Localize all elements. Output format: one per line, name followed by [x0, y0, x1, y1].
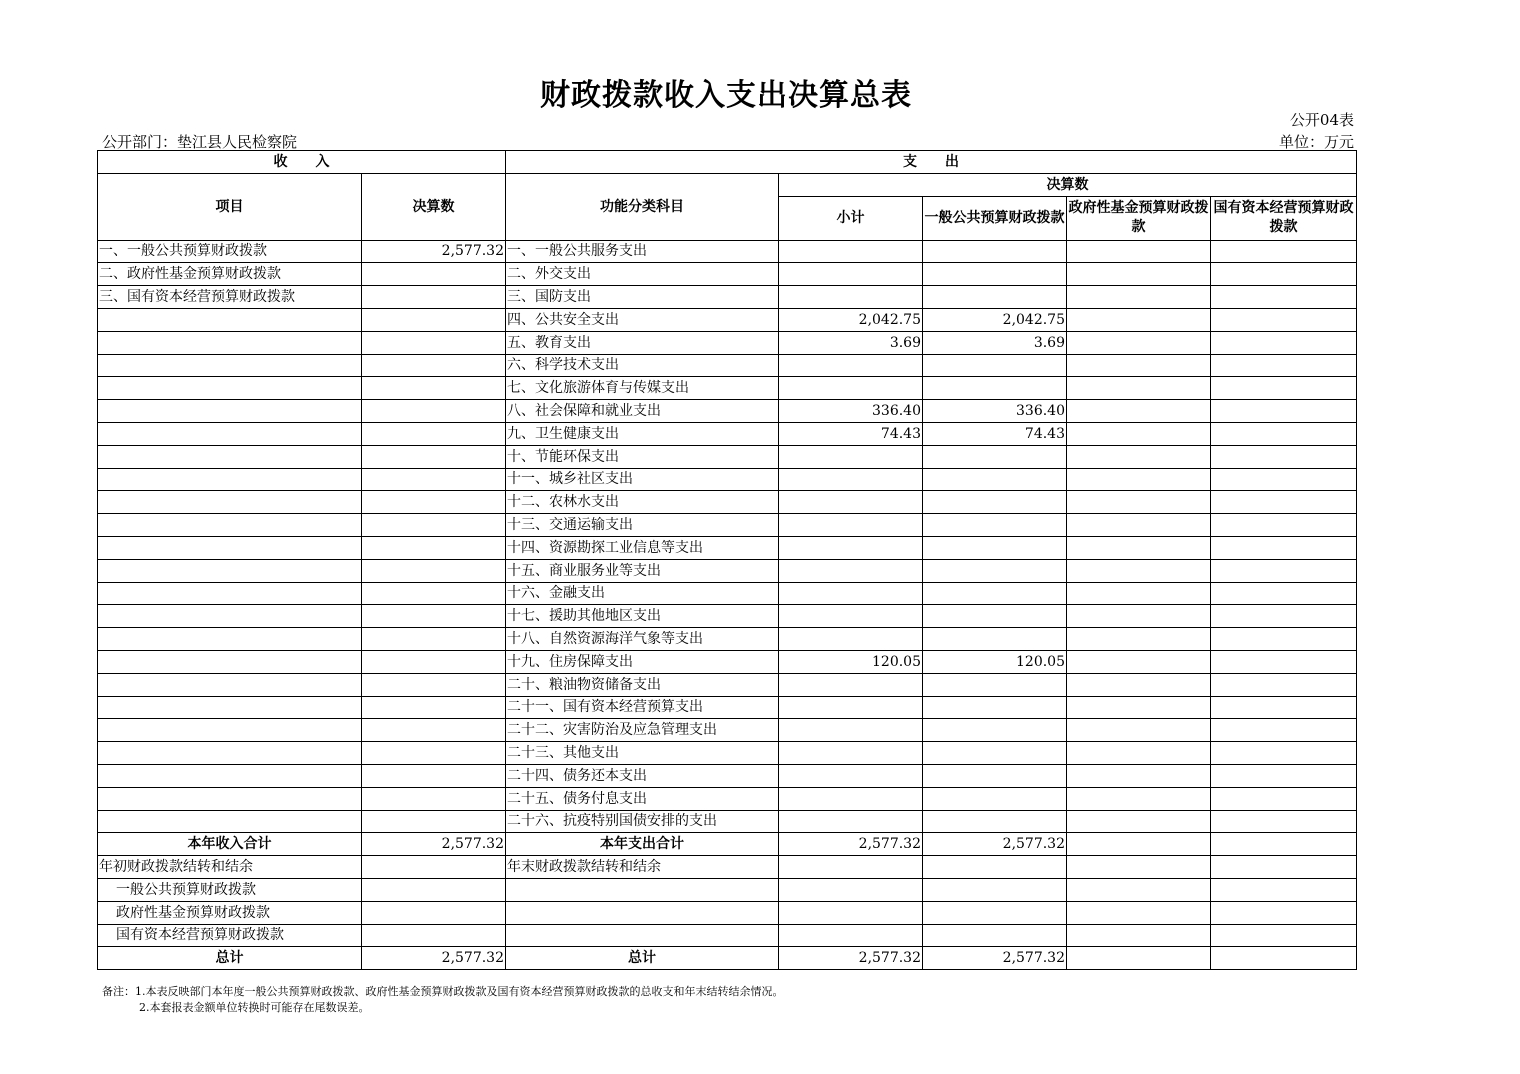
- subtotal-cell: [779, 377, 923, 400]
- table-row: [98, 673, 1357, 696]
- carry-sub-cell: [1211, 901, 1357, 924]
- income-item-cell: [98, 331, 362, 354]
- carry-sub-cell: [1067, 878, 1211, 901]
- table-row: [98, 696, 1357, 719]
- income-item-cell: [98, 422, 362, 445]
- table-row: [98, 719, 1357, 742]
- notes: [102, 984, 784, 1016]
- grand-expense-total-label: 总计: [506, 947, 779, 970]
- general-budget-cell: 2,042.75: [923, 308, 1067, 331]
- income-amount-cell: [362, 742, 506, 765]
- income-item-cell: [98, 673, 362, 696]
- carry-sub-label: 国有资本经营预算财政拨款: [98, 924, 362, 947]
- subtotal-cell: [779, 673, 923, 696]
- subtotal-cell: [779, 605, 923, 628]
- table-row: [98, 810, 1357, 833]
- year-total-capital: [1211, 833, 1357, 856]
- carry-expense-label: 年末财政拨款结转和结余: [506, 856, 779, 879]
- carry-sub-cell: [923, 901, 1067, 924]
- gov-fund-cell: [1067, 308, 1211, 331]
- income-item-cell: [98, 308, 362, 331]
- table-row: [98, 286, 1357, 309]
- income-item-cell: [98, 764, 362, 787]
- grand-total-general: 2,577.32: [923, 947, 1067, 970]
- state-capital-header: 国有资本经营预算财政拨款: [1211, 196, 1357, 240]
- general-budget-cell: [923, 445, 1067, 468]
- general-budget-cell: 336.40: [923, 400, 1067, 423]
- general-budget-cell: 74.43: [923, 422, 1067, 445]
- expense-item-cell: 十四、资源勘探工业信息等支出: [506, 536, 779, 559]
- state-capital-cell: [1211, 650, 1357, 673]
- state-capital-cell: [1211, 286, 1357, 309]
- func-class-header: 功能分类科目: [506, 173, 779, 240]
- income-item-cell: 一、一般公共预算财政拨款: [98, 240, 362, 263]
- table-row: [98, 308, 1357, 331]
- unit-label: 单位：万元: [1278, 133, 1354, 151]
- year-total-general: 2,577.32: [923, 833, 1067, 856]
- income-amount-cell: [362, 696, 506, 719]
- expense-item-cell: 十八、自然资源海洋气象等支出: [506, 628, 779, 651]
- income-amount-cell: [362, 286, 506, 309]
- expense-item-cell: 十一、城乡社区支出: [506, 468, 779, 491]
- table-row: [98, 605, 1357, 628]
- state-capital-cell: [1211, 559, 1357, 582]
- gov-fund-cell: [1067, 605, 1211, 628]
- income-item-cell: [98, 536, 362, 559]
- income-amount-cell: [362, 354, 506, 377]
- expense-item-cell: 十三、交通运输支出: [506, 514, 779, 537]
- gov-fund-cell: [1067, 400, 1211, 423]
- table-row: [98, 377, 1357, 400]
- expense-item-cell: 八、社会保障和就业支出: [506, 400, 779, 423]
- page-title: 财政拨款收入支出决算总表: [540, 78, 912, 113]
- carry-value-cell: [923, 856, 1067, 879]
- state-capital-cell: [1211, 514, 1357, 537]
- grand-total-subtotal: 2,577.32: [779, 947, 923, 970]
- income-header: 收 入: [98, 151, 506, 174]
- table-row: [98, 650, 1357, 673]
- subtotal-cell: [779, 491, 923, 514]
- general-budget-cell: 120.05: [923, 650, 1067, 673]
- carry-income-amount: [362, 856, 506, 879]
- state-capital-cell: [1211, 377, 1357, 400]
- general-budget-cell: [923, 286, 1067, 309]
- grand-total-capital: [1211, 947, 1357, 970]
- expense-item-cell: 二、外交支出: [506, 263, 779, 286]
- income-item-cell: [98, 628, 362, 651]
- income-item-cell: [98, 354, 362, 377]
- expense-item-cell: 十二、农林水支出: [506, 491, 779, 514]
- gov-fund-header: 政府性基金预算财政拨款: [1067, 196, 1211, 240]
- gov-fund-cell: [1067, 422, 1211, 445]
- expense-item-cell: 七、文化旅游体育与传媒支出: [506, 377, 779, 400]
- subtotal-cell: 336.40: [779, 400, 923, 423]
- subtotal-cell: [779, 536, 923, 559]
- state-capital-cell: [1211, 582, 1357, 605]
- income-amount-cell: [362, 263, 506, 286]
- table-row: [98, 400, 1357, 423]
- subtotal-cell: [779, 764, 923, 787]
- grand-total-row: [98, 947, 1357, 970]
- subtotal-cell: [779, 354, 923, 377]
- subtotal-cell: 74.43: [779, 422, 923, 445]
- state-capital-cell: [1211, 536, 1357, 559]
- final-amount-header: 决算数: [362, 173, 506, 240]
- table-row: [98, 628, 1357, 651]
- expense-item-cell: 二十五、债务付息支出: [506, 787, 779, 810]
- table-row: [98, 240, 1357, 263]
- state-capital-cell: [1211, 240, 1357, 263]
- table-row: [98, 468, 1357, 491]
- expense-item-cell: 六、科学技术支出: [506, 354, 779, 377]
- carry-sub-row: [98, 878, 1357, 901]
- gov-fund-cell: [1067, 331, 1211, 354]
- carry-sub-cell: [923, 924, 1067, 947]
- gov-fund-cell: [1067, 240, 1211, 263]
- gov-fund-cell: [1067, 764, 1211, 787]
- year-expense-total-label: 本年支出合计: [506, 833, 779, 856]
- general-budget-cell: [923, 742, 1067, 765]
- carry-sub-cell: [1211, 924, 1357, 947]
- income-amount-cell: [362, 331, 506, 354]
- income-amount-cell: [362, 514, 506, 537]
- gov-fund-cell: [1067, 719, 1211, 742]
- subtotal-cell: [779, 628, 923, 651]
- income-amount-cell: [362, 787, 506, 810]
- general-budget-cell: [923, 810, 1067, 833]
- carry-sub-cell: [779, 924, 923, 947]
- carry-sub-row: [98, 924, 1357, 947]
- state-capital-cell: [1211, 308, 1357, 331]
- note-line-2: 2.本套报表金额单位转换时可能存在尾数误差。: [139, 1001, 370, 1014]
- subtotal-cell: [779, 445, 923, 468]
- expense-item-cell: 二十四、债务还本支出: [506, 764, 779, 787]
- income-item-cell: [98, 810, 362, 833]
- general-budget-cell: 3.69: [923, 331, 1067, 354]
- income-amount-cell: [362, 400, 506, 423]
- state-capital-cell: [1211, 787, 1357, 810]
- subtotal-cell: [779, 514, 923, 537]
- state-capital-cell: [1211, 422, 1357, 445]
- final-group-header: 决算数: [779, 173, 1357, 196]
- income-item-cell: 二、政府性基金预算财政拨款: [98, 263, 362, 286]
- income-item-cell: [98, 377, 362, 400]
- income-item-cell: [98, 605, 362, 628]
- expense-item-cell: 一、一般公共服务支出: [506, 240, 779, 263]
- income-item-cell: [98, 514, 362, 537]
- income-item-cell: [98, 650, 362, 673]
- subtotal-cell: [779, 559, 923, 582]
- carry-income-label: 年初财政拨款结转和结余: [98, 856, 362, 879]
- gov-fund-cell: [1067, 263, 1211, 286]
- carry-value-cell: [1067, 856, 1211, 879]
- table-row: [98, 354, 1357, 377]
- general-budget-cell: [923, 605, 1067, 628]
- income-amount-cell: [362, 422, 506, 445]
- carry-sub-cell: [1067, 924, 1211, 947]
- general-budget-cell: [923, 491, 1067, 514]
- year-total-fund: [1067, 833, 1211, 856]
- carry-sub-cell: [506, 924, 779, 947]
- expense-item-cell: 十九、住房保障支出: [506, 650, 779, 673]
- subtotal-cell: [779, 787, 923, 810]
- carry-sub-label: 一般公共预算财政拨款: [98, 878, 362, 901]
- income-amount-cell: [362, 764, 506, 787]
- state-capital-cell: [1211, 400, 1357, 423]
- subtotal-cell: 3.69: [779, 331, 923, 354]
- state-capital-cell: [1211, 354, 1357, 377]
- form-number: 公开04表: [1289, 111, 1354, 129]
- year-total-row: [98, 833, 1357, 856]
- income-item-cell: [98, 400, 362, 423]
- table-row: [98, 559, 1357, 582]
- carry-value-cell: [1211, 856, 1357, 879]
- state-capital-cell: [1211, 445, 1357, 468]
- table-row: [98, 787, 1357, 810]
- gov-fund-cell: [1067, 673, 1211, 696]
- subtotal-cell: [779, 240, 923, 263]
- expense-item-cell: 二十二、灾害防治及应急管理支出: [506, 719, 779, 742]
- income-item-cell: [98, 559, 362, 582]
- expense-item-cell: 三、国防支出: [506, 286, 779, 309]
- income-item-cell: 三、国有资本经营预算财政拨款: [98, 286, 362, 309]
- gov-fund-cell: [1067, 445, 1211, 468]
- table-row: [98, 536, 1357, 559]
- gov-fund-cell: [1067, 286, 1211, 309]
- income-item-cell: [98, 582, 362, 605]
- general-budget-cell: [923, 468, 1067, 491]
- state-capital-cell: [1211, 605, 1357, 628]
- income-item-cell: [98, 468, 362, 491]
- income-item-cell: [98, 719, 362, 742]
- income-amount-cell: [362, 377, 506, 400]
- general-budget-cell: [923, 559, 1067, 582]
- finance-table: [97, 150, 1357, 970]
- income-amount-cell: [362, 491, 506, 514]
- state-capital-cell: [1211, 719, 1357, 742]
- expense-item-cell: 九、卫生健康支出: [506, 422, 779, 445]
- year-income-total-amount: 2,577.32: [362, 833, 506, 856]
- general-budget-cell: [923, 514, 1067, 537]
- table-row: [98, 514, 1357, 537]
- general-budget-cell: [923, 536, 1067, 559]
- state-capital-cell: [1211, 628, 1357, 651]
- general-budget-cell: [923, 628, 1067, 651]
- general-budget-cell: [923, 582, 1067, 605]
- gov-fund-cell: [1067, 742, 1211, 765]
- subtotal-cell: [779, 286, 923, 309]
- expense-item-cell: 二十三、其他支出: [506, 742, 779, 765]
- subtotal-cell: [779, 810, 923, 833]
- table-row: [98, 742, 1357, 765]
- income-amount-cell: [362, 308, 506, 331]
- carry-sub-cell: [506, 901, 779, 924]
- carry-sub-row: [98, 901, 1357, 924]
- subtotal-cell: 2,042.75: [779, 308, 923, 331]
- table-row: [98, 331, 1357, 354]
- department-label: 公开部门：垫江县人民检察院: [102, 133, 298, 151]
- income-amount-cell: 2,577.32: [362, 240, 506, 263]
- state-capital-cell: [1211, 263, 1357, 286]
- expense-item-cell: 十五、商业服务业等支出: [506, 559, 779, 582]
- income-item-cell: [98, 787, 362, 810]
- subtotal-cell: [779, 742, 923, 765]
- general-budget-cell: [923, 696, 1067, 719]
- income-amount-cell: [362, 810, 506, 833]
- subtotal-cell: [779, 696, 923, 719]
- state-capital-cell: [1211, 810, 1357, 833]
- general-budget-cell: [923, 354, 1067, 377]
- year-income-total-label: 本年收入合计: [98, 833, 362, 856]
- gov-fund-cell: [1067, 787, 1211, 810]
- gov-fund-cell: [1067, 628, 1211, 651]
- income-amount-cell: [362, 559, 506, 582]
- subtotal-cell: 120.05: [779, 650, 923, 673]
- gov-fund-cell: [1067, 536, 1211, 559]
- gov-fund-cell: [1067, 810, 1211, 833]
- grand-total-fund: [1067, 947, 1211, 970]
- state-capital-cell: [1211, 696, 1357, 719]
- state-capital-cell: [1211, 331, 1357, 354]
- expense-item-cell: 二十六、抗疫特别国债安排的支出: [506, 810, 779, 833]
- expense-item-cell: 四、公共安全支出: [506, 308, 779, 331]
- state-capital-cell: [1211, 673, 1357, 696]
- gov-fund-cell: [1067, 468, 1211, 491]
- general-budget-cell: [923, 673, 1067, 696]
- gov-fund-cell: [1067, 377, 1211, 400]
- income-amount-cell: [362, 673, 506, 696]
- income-item-cell: [98, 445, 362, 468]
- gov-fund-cell: [1067, 354, 1211, 377]
- general-budget-cell: [923, 764, 1067, 787]
- income-item-cell: [98, 491, 362, 514]
- note-line-1: 备注：1.本表反映部门本年度一般公共预算财政拨款、政府性基金预算财政拨款及国有资本经营预算财政拨款的总收支和年末结转结余情况。: [102, 985, 784, 998]
- carry-sub-cell: [779, 878, 923, 901]
- carry-sub-cell: [1067, 901, 1211, 924]
- item-header: 项目: [98, 173, 362, 240]
- income-amount-cell: [362, 650, 506, 673]
- gov-fund-cell: [1067, 559, 1211, 582]
- subtotal-cell: [779, 582, 923, 605]
- gov-fund-cell: [1067, 582, 1211, 605]
- income-amount-cell: [362, 445, 506, 468]
- general-budget-cell: [923, 263, 1067, 286]
- expense-item-cell: 五、教育支出: [506, 331, 779, 354]
- gov-fund-cell: [1067, 650, 1211, 673]
- table-row: [98, 263, 1357, 286]
- expense-header: 支 出: [506, 151, 1357, 174]
- carry-sub-cell: [779, 901, 923, 924]
- income-amount-cell: [362, 536, 506, 559]
- income-amount-cell: [362, 468, 506, 491]
- general-budget-header: 一般公共预算财政拨款: [923, 196, 1067, 240]
- carry-sub-cell: [506, 878, 779, 901]
- grand-income-total-amount: 2,577.32: [362, 947, 506, 970]
- carry-sub-cell: [923, 878, 1067, 901]
- subtotal-cell: [779, 719, 923, 742]
- expense-item-cell: 十七、援助其他地区支出: [506, 605, 779, 628]
- expense-item-cell: 二十一、国有资本经营预算支出: [506, 696, 779, 719]
- carry-sub-cell: [362, 878, 506, 901]
- state-capital-cell: [1211, 742, 1357, 765]
- table-row: [98, 422, 1357, 445]
- state-capital-cell: [1211, 764, 1357, 787]
- table-row: [98, 445, 1357, 468]
- general-budget-cell: [923, 719, 1067, 742]
- subtotal-cell: [779, 468, 923, 491]
- income-item-cell: [98, 742, 362, 765]
- table-row: [98, 491, 1357, 514]
- expense-item-cell: 十六、金融支出: [506, 582, 779, 605]
- gov-fund-cell: [1067, 491, 1211, 514]
- carry-sub-label: 政府性基金预算财政拨款: [98, 901, 362, 924]
- carry-sub-cell: [1211, 878, 1357, 901]
- gov-fund-cell: [1067, 514, 1211, 537]
- income-amount-cell: [362, 719, 506, 742]
- table-row: [98, 582, 1357, 605]
- grand-income-total-label: 总计: [98, 947, 362, 970]
- state-capital-cell: [1211, 491, 1357, 514]
- year-total-subtotal: 2,577.32: [779, 833, 923, 856]
- table-row: [98, 764, 1357, 787]
- income-amount-cell: [362, 628, 506, 651]
- income-amount-cell: [362, 582, 506, 605]
- carry-sub-cell: [362, 901, 506, 924]
- subtotal-cell: [779, 263, 923, 286]
- income-item-cell: [98, 696, 362, 719]
- carry-sub-cell: [362, 924, 506, 947]
- expense-item-cell: 十、节能环保支出: [506, 445, 779, 468]
- state-capital-cell: [1211, 468, 1357, 491]
- general-budget-cell: [923, 240, 1067, 263]
- carry-row: [98, 856, 1357, 879]
- general-budget-cell: [923, 377, 1067, 400]
- expense-item-cell: 二十、粮油物资储备支出: [506, 673, 779, 696]
- gov-fund-cell: [1067, 696, 1211, 719]
- income-amount-cell: [362, 605, 506, 628]
- carry-value-cell: [779, 856, 923, 879]
- general-budget-cell: [923, 787, 1067, 810]
- subtotal-header: 小计: [779, 196, 923, 240]
